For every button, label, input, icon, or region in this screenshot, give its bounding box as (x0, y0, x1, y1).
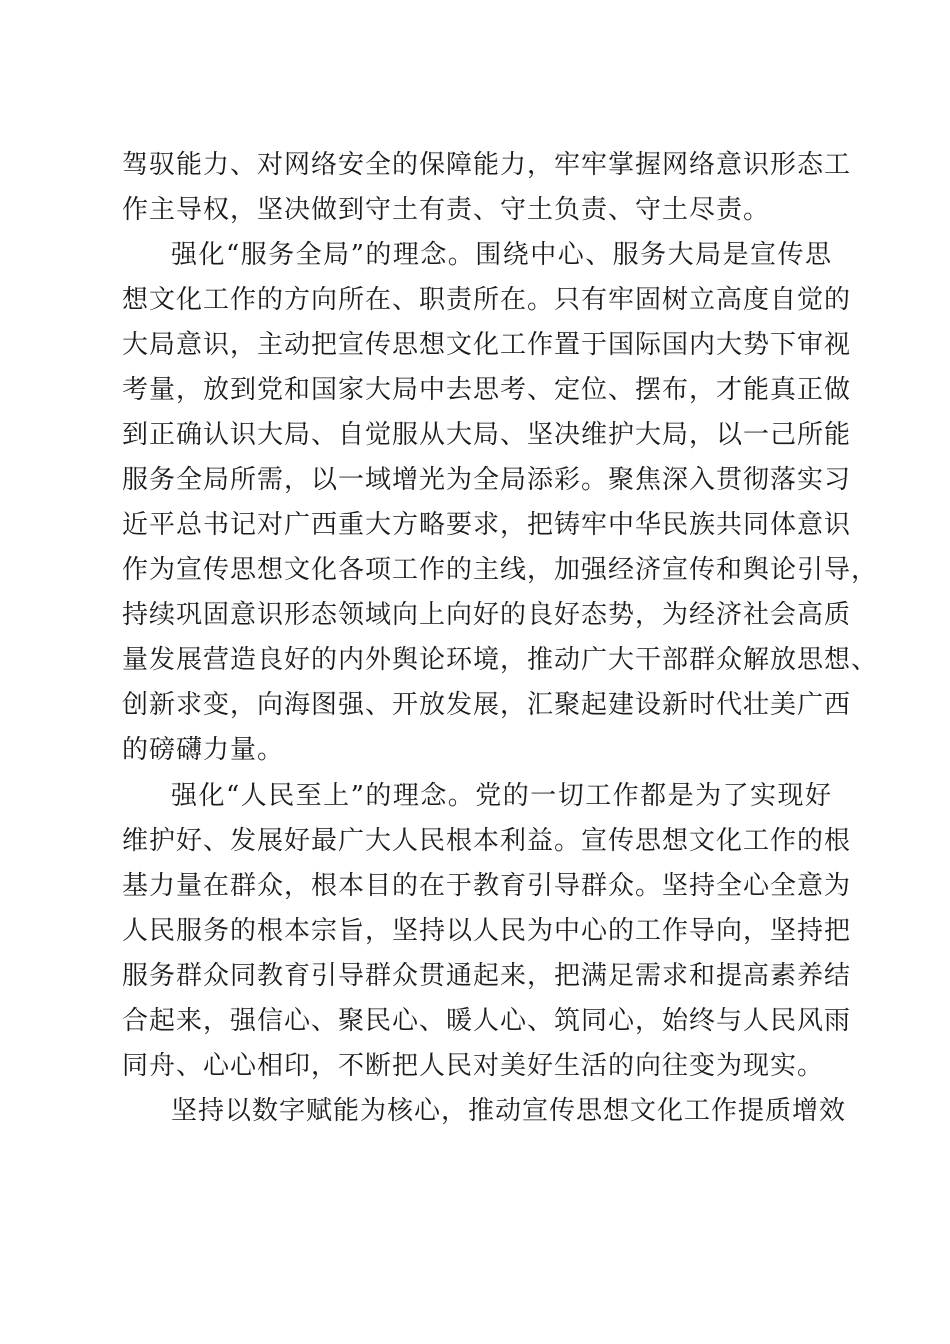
text-line: 想文化工作的方向所在、职责所在。只有牢固树立高度自觉的 (122, 285, 852, 315)
text-line: 同舟、心心相印，不断把人民对美好生活的向往变为现实。 (122, 1051, 825, 1081)
text-line: 创新求变，向海图强、开放发展，汇聚起建设新时代壮美广西 (122, 690, 852, 720)
paragraph-heading: 强化“服务全局”的理念。围绕中心、服务大局是宣传思 (171, 240, 832, 270)
text-line: 考量，放到党和国家大局中去思考、定位、摆布，才能真正做 (122, 375, 852, 405)
text-line: 持续巩固意识形态领域向上向好的良好态势，为经济社会高质 (122, 600, 852, 630)
text-line: 基力量在群众，根本目的在于教育引导群众。坚持全心全意为 (122, 871, 852, 901)
text-line: 到正确认识大局、自觉服从大局、坚决维护大局，以一己所能 (122, 420, 852, 450)
text-line: 服务全局所需，以一域增光为全局添彩。聚焦深入贯彻落实习 (122, 465, 852, 495)
text-line: 作为宣传思想文化各项工作的主线，加强经济宣传和舆论引导， (122, 555, 879, 585)
text-line: 服务群众同教育引导群众贯通起来，把满足需求和提高素养结 (122, 961, 852, 991)
text-line: 人民服务的根本宗旨，坚持以人民为中心的工作导向，坚持把 (122, 916, 852, 946)
section-heading: 坚持以数字赋能为核心，推动宣传思想文化工作提质增效 (171, 1096, 847, 1126)
text-line: 近平总书记对广西重大方略要求，把铸牢中华民族共同体意识 (122, 510, 852, 540)
text-line: 作主导权，坚决做到守土有责、守土负责、守土尽责。 (122, 195, 771, 225)
text-line: 维护好、发展好最广大人民根本利益。宣传思想文化工作的根 (122, 826, 852, 856)
text-line: 大局意识，主动把宣传思想文化工作置于国际国内大势下审视 (122, 330, 852, 360)
text-line: 驾驭能力、对网络安全的保障能力，牢牢掌握网络意识形态工 (122, 150, 852, 180)
text-line: 合起来，强信心、聚民心、暖人心、筑同心，始终与人民风雨 (122, 1006, 852, 1036)
paragraph-heading: 强化“人民至上”的理念。党的一切工作都是为了实现好 (171, 781, 832, 811)
text-line: 的磅礴力量。 (122, 735, 285, 765)
text-line: 量发展营造良好的内外舆论环境，推动广大干部群众解放思想、 (122, 645, 879, 675)
